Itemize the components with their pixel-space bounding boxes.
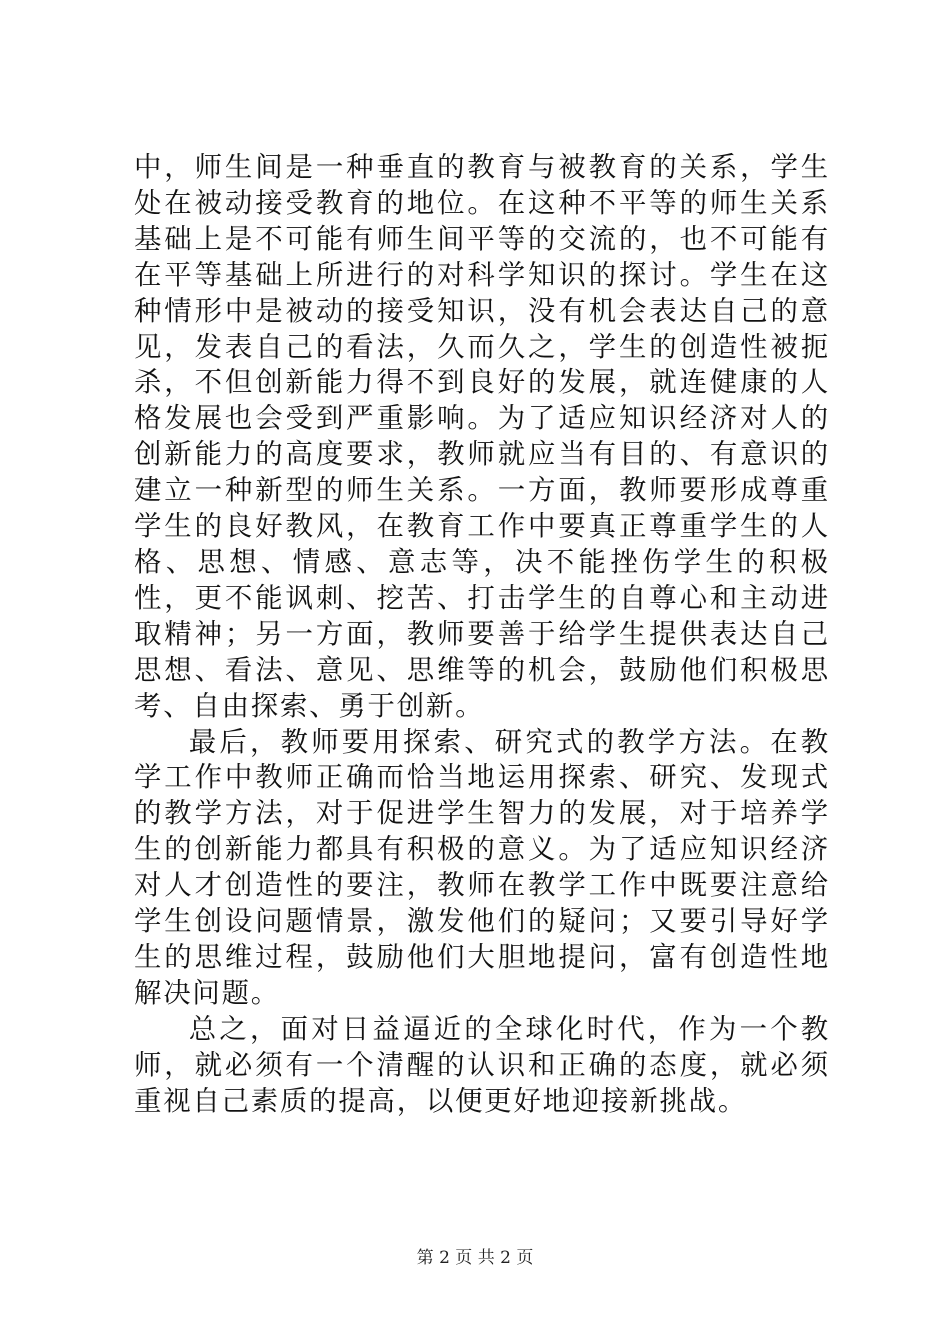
document-body	[134, 150, 830, 1119]
paragraph-continuation: 中，师生间是一种垂直的教育与被教育的关系，学生处在被动接受教育的地位。在这种不平等的师生关系基础上是不可能有师生间平等的交流的，也不可能有在平等基础上所进行的对科学知识的探讨。学生在这种情形中是被动的接受知识，没有机会表达自己的意见，发表自己的看法，久而久之，学生的创造性被扼杀，不但创新能力得不到良好的发展，就连健康的人格发展也会受到严重影响。为了适应知识经济对人的创新能力的高度要求，教师就应当有目的、有意识的建立一种新型的师生关系。一方面，教师要形成尊重学生的良好教风，在教育工作中要真正尊重学生的人格、思想、情感、意志等，决不能挫伤学生的积极性，更不能讽刺、挖苦、打击学生的自尊心和主动进取精神；另一方面，教师要善于给学生提供表达自己思想、看法、意见、思维等的机会，鼓励他们积极思考、自由探索、勇于创新。	[134, 152, 830, 722]
paragraph-conclusion: 总之，面对日益逼近的全球化时代，作为一个教师，就必须有一个清醒的认识和正确的态度，就必须重视自己素质的提高，以便更好地迎接新挑战。	[134, 1013, 830, 1117]
page-number-footer: 第 2 页 共 2 页	[416, 1248, 534, 1268]
paragraph-teaching-method: 最后，教师要用探索、研究式的教学方法。在教学工作中教师正确而恰当地运用探索、研究、发现式的教学方法，对于促进学生智力的发展，对于培养学生的创新能力都具有积极的意义。为了适应知识经济对人才创造性的要注，教师在教学工作中既要注意给学生创设问题情景，激发他们的疑问；又要引导好学生的思维过程，鼓励他们大胆地提问，富有创造性地解决问题。	[134, 726, 830, 1009]
